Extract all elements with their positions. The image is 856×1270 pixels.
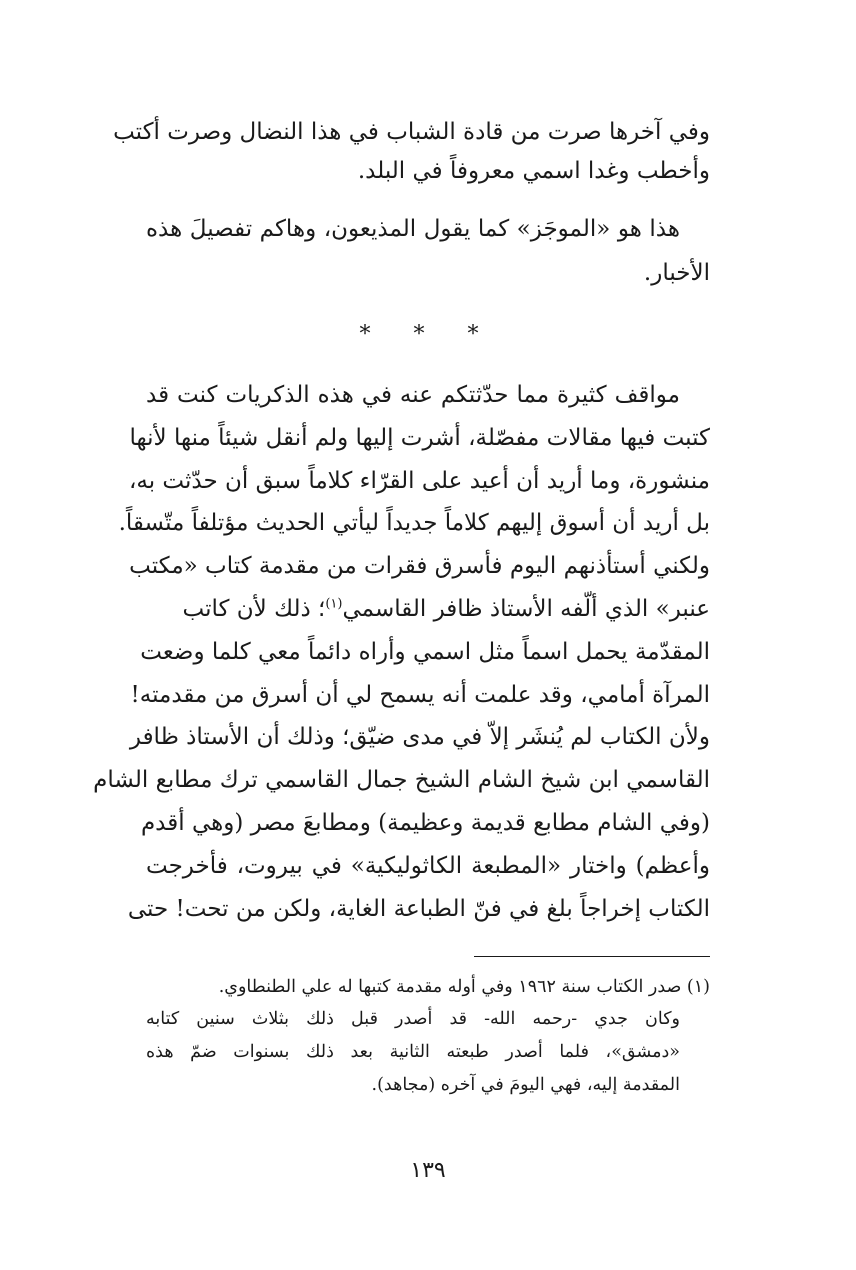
body-line: منشورة، وما أريد أن أعيد على القرّاء كلاماً سبق أن حدّثت به، xyxy=(128,468,710,494)
page-number: ١٣٩ xyxy=(410,1158,446,1183)
footnote-rule xyxy=(474,956,710,957)
body-line: وأخطب وغدا اسمي معروفاً في البلد. xyxy=(357,158,710,184)
body-line: (وفي الشام مطابع قديمة وعظيمة) ومطابعَ مصر (وهي أقدم xyxy=(140,810,710,836)
footnote-line: (١) صدر الكتاب سنة ١٩٦٢ وفي أوله مقدمة كتبها له علي الطنطاوي. xyxy=(218,977,710,997)
footnote-line: «دمشق»، فلما أصدر طبعته الثانية بعد ذلك بسنوات ضمّ هذه xyxy=(146,1042,680,1062)
body-line-part: ؛ ذلك لأن كاتب xyxy=(182,596,326,622)
body-line: المرآة أمامي، وقد علمت أنه يسمح لي أن أسرق من مقدمته! xyxy=(130,682,710,708)
footnote-line: المقدمة إليه، فهي اليومَ في آخره (مجاهد). xyxy=(371,1075,680,1095)
footnote-reference: (١) xyxy=(325,596,343,612)
footnote-line: وكان جدي -رحمه الله- قد أصدر قبل ذلك بثلاث سنين كتابه xyxy=(146,1009,680,1029)
body-line: ولكني أستأذنهم اليوم فأسرق فقرات من مقدمة كتاب «مكتب xyxy=(129,553,710,579)
body-line: الكتاب إخراجاً بلغ في فنّ الطباعة الغاية، ولكن من تحت! حتى xyxy=(127,896,710,922)
section-separator: * * * xyxy=(359,322,497,347)
body-line: الأخبار. xyxy=(643,260,710,286)
body-line-with-footnote-ref xyxy=(146,594,710,624)
body-line: القاسمي ابن شيخ الشام الشيخ جمال القاسمي ترك مطابع الشام xyxy=(93,767,710,793)
body-line-part: عنبر» الذي ألّفه الأستاذ ظافر القاسمي xyxy=(342,596,710,622)
body-line: هذا هو «الموجَز» كما يقول المذيعون، وهاكم تفصيلَ هذه xyxy=(146,216,680,242)
body-line: مواقف كثيرة مما حدّثتكم عنه في هذه الذكريات كنت قد xyxy=(146,382,680,408)
body-line: بل أريد أن أسوق إليهم كلاماً جديداً ليأتي الحديث مؤتلفاً متّسقاً. xyxy=(118,510,710,536)
body-line: ولأن الكتاب لم يُنشَر إلاّ في مدى ضيّق؛ وذلك أن الأستاذ ظافر xyxy=(129,724,710,750)
body-line: وأعظم) واختار «المطبعة الكاثوليكية» في بيروت، فأخرجت xyxy=(146,853,710,879)
body-line: وفي آخرها صرت من قادة الشباب في هذا النضال وصرت أكتب xyxy=(113,119,710,145)
body-line: المقدّمة يحمل اسماً مثل اسمي وأراه دائماً معي كلما وضعت xyxy=(140,639,710,665)
body-line: كتبت فيها مقالات مفصّلة، أشرت إليها ولم أنقل شيئاً منها لأنها xyxy=(129,425,710,451)
